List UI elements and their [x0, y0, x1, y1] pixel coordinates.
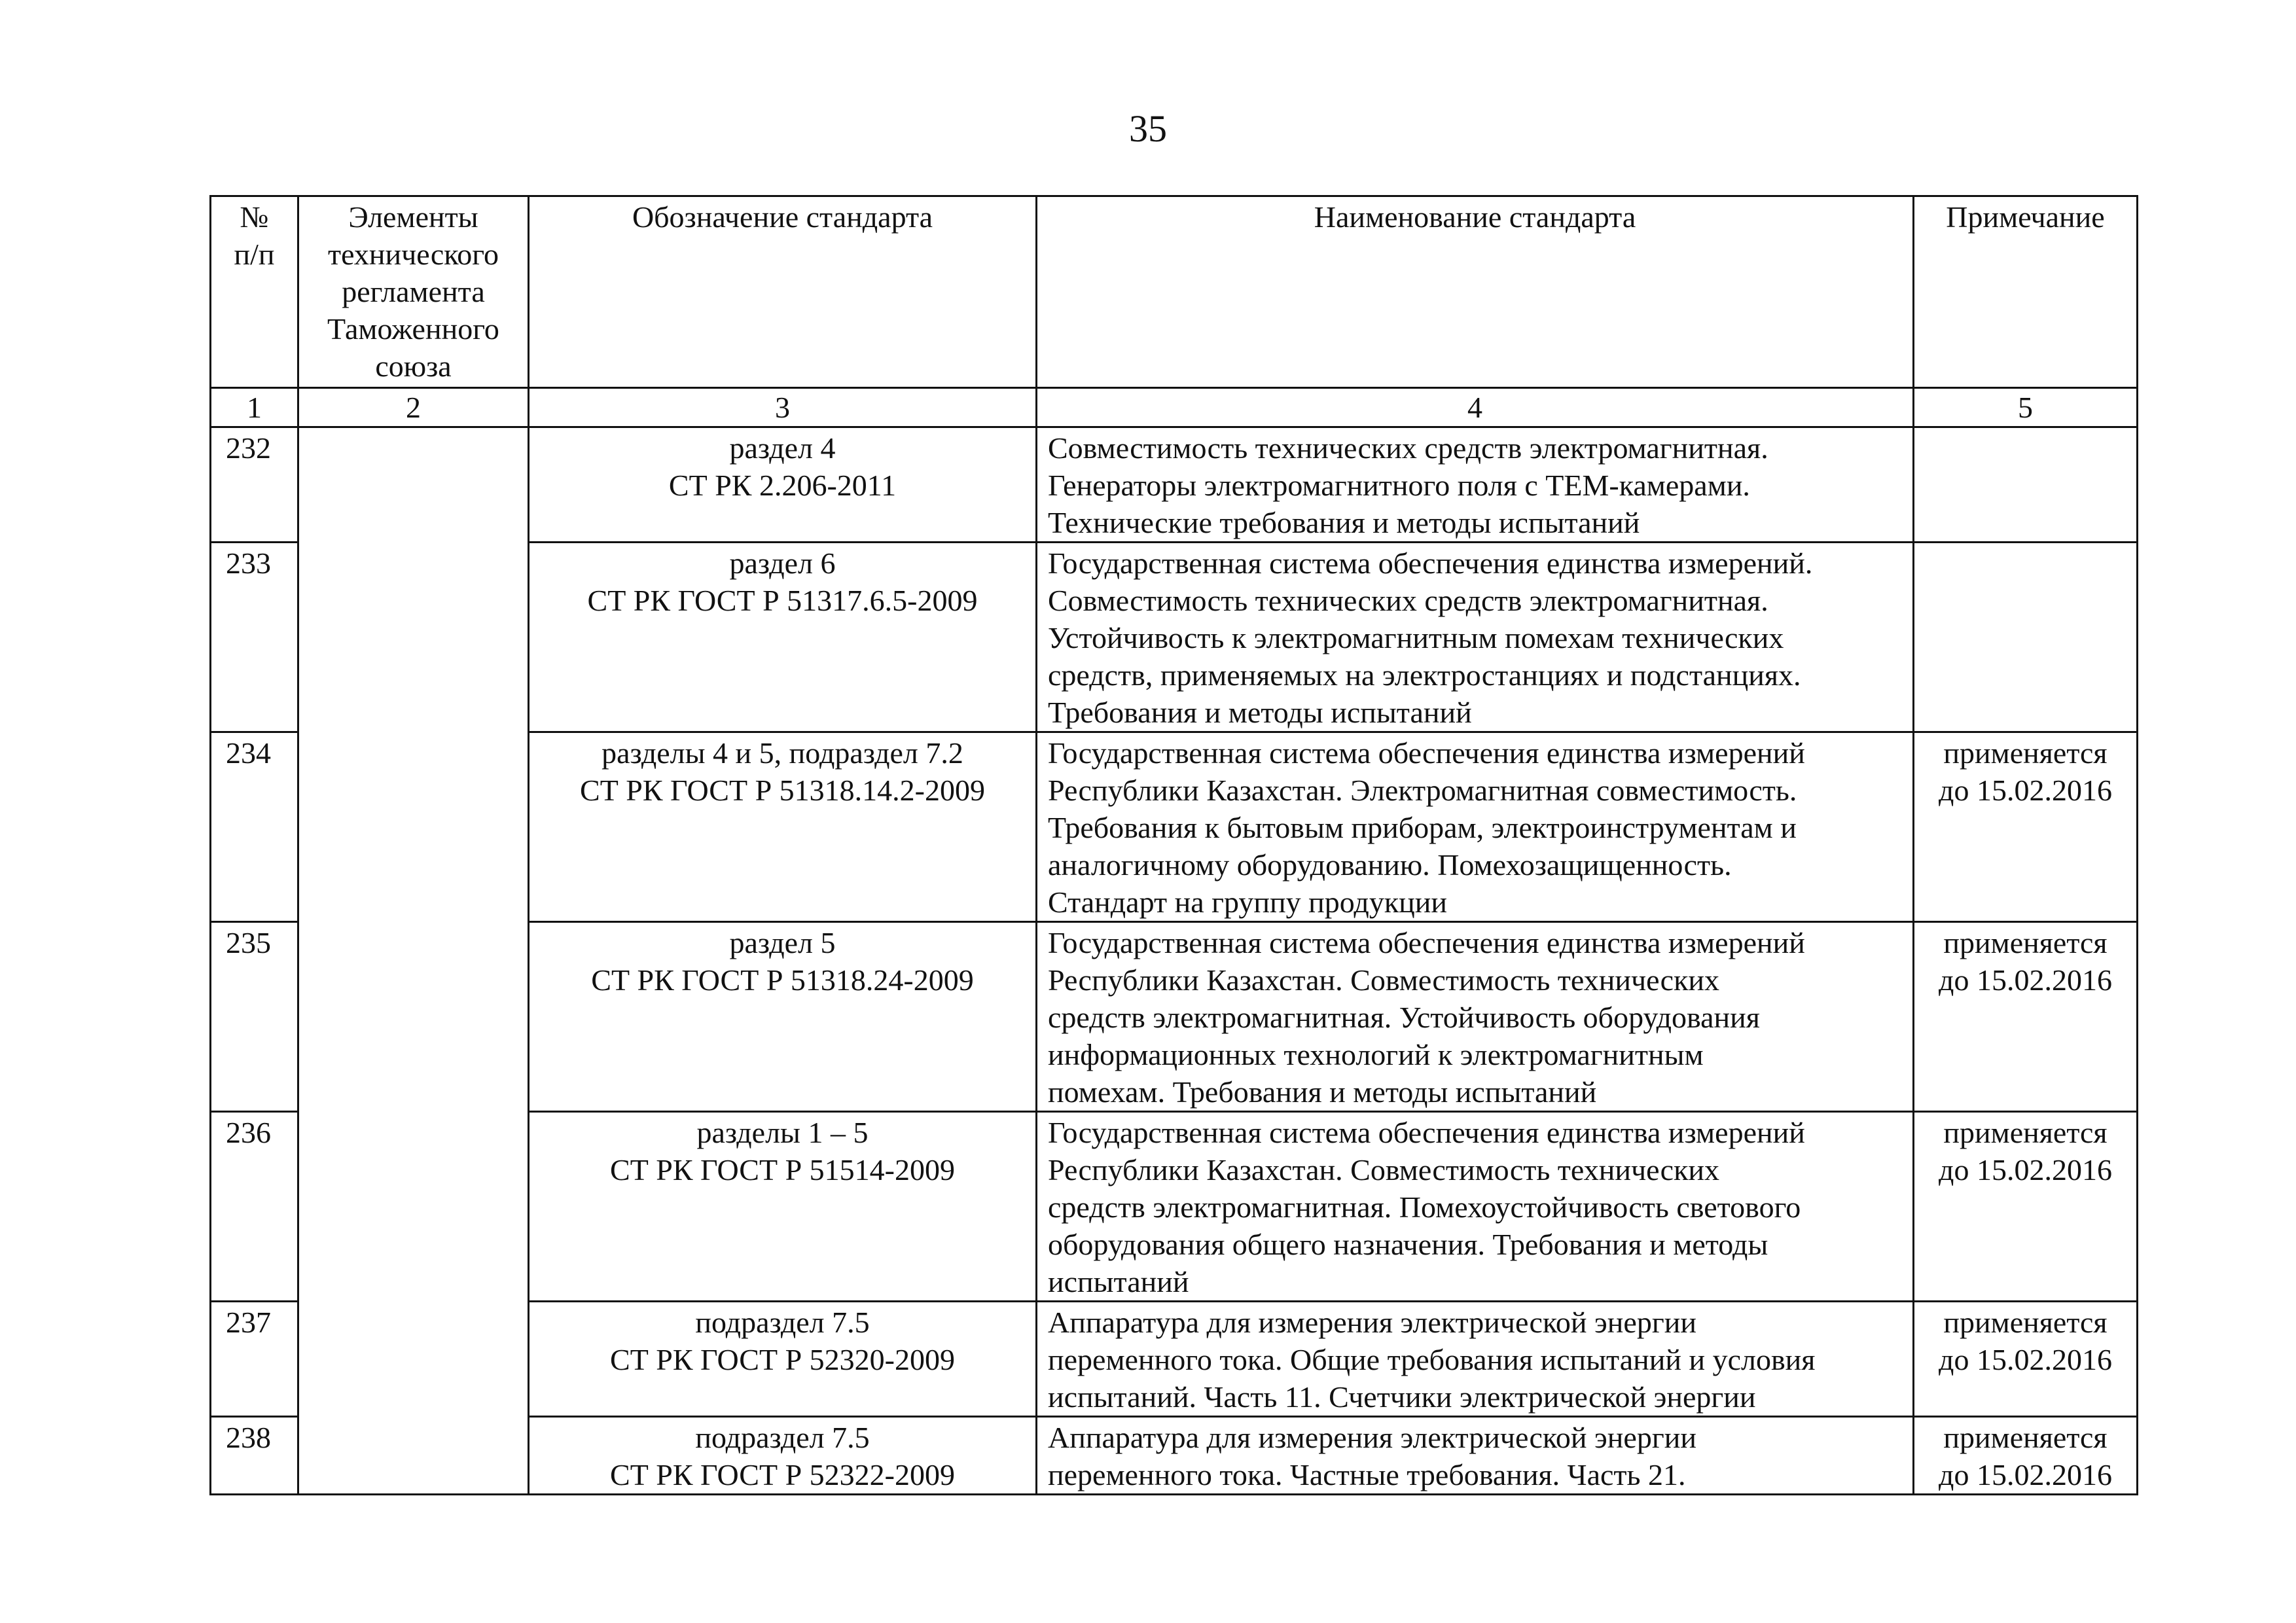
column-index-row: [211, 388, 2138, 427]
header-text: №: [240, 200, 269, 234]
designation-section: разделы 1 – 5: [696, 1116, 869, 1149]
name-line: Государственная система обеспечения единства измерений: [1048, 736, 1805, 770]
name-line: средств, применяемых на электростанциях и подстанциях.: [1048, 658, 1801, 692]
name-line: Генераторы электромагнитного поля с ТЕМ-камерами.: [1048, 469, 1750, 502]
note-cell: [1914, 427, 2138, 543]
designation-section: раздел 4: [729, 431, 836, 465]
name-line: Стандарт на группу продукции: [1048, 885, 1448, 919]
header-num: [211, 196, 298, 388]
designation-cell: [529, 543, 1037, 732]
note-line: применяется: [1943, 736, 2108, 770]
header-name: [1037, 196, 1914, 388]
note-line: применяется: [1943, 1306, 2108, 1339]
name-line: Устойчивость к электромагнитным помехам технических: [1048, 621, 1784, 654]
row-number: 233: [211, 543, 298, 732]
designation-code: СТ РК 2.206-2011: [668, 469, 897, 502]
designation-code: СТ РК ГОСТ Р 51318.14.2-2009: [580, 774, 985, 807]
row-number: 232: [211, 427, 298, 543]
note-cell: [1914, 732, 2138, 922]
designation-section: подраздел 7.5: [695, 1421, 870, 1454]
note-line: применяется: [1943, 1116, 2108, 1149]
name-line: Государственная система обеспечения единства измерений: [1048, 1116, 1805, 1149]
name-line: Государственная система обеспечения единства измерений: [1048, 926, 1805, 959]
column-index: 4: [1037, 388, 1914, 427]
designation-section: подраздел 7.5: [695, 1306, 870, 1339]
header-designation: [529, 196, 1037, 388]
row-number: 237: [211, 1302, 298, 1417]
elements-cell-merged: [298, 427, 529, 1495]
name-line: Аппаратура для измерения электрической энергии: [1048, 1421, 1696, 1454]
header-text: Таможенного: [327, 312, 499, 346]
name-line: Требования к бытовым приборам, электроинструментам и: [1048, 811, 1797, 844]
note-line: до 15.02.2016: [1939, 963, 2112, 997]
designation-cell: [529, 1112, 1037, 1302]
name-line: помехам. Требования и методы испытаний: [1048, 1075, 1597, 1109]
name-line: средств электромагнитная. Помехоустойчивость светового: [1048, 1190, 1801, 1224]
designation-code: СТ РК ГОСТ Р 51317.6.5-2009: [587, 584, 978, 617]
header-text: Обозначение стандарта: [632, 200, 933, 234]
name-cell: [1037, 732, 1914, 922]
designation-code: СТ РК ГОСТ Р 52322-2009: [610, 1458, 955, 1491]
designation-cell: [529, 1417, 1037, 1495]
row-number: 236: [211, 1112, 298, 1302]
name-line: Аппаратура для измерения электрической энергии: [1048, 1306, 1696, 1339]
name-line: испытаний: [1048, 1265, 1189, 1298]
note-cell: [1914, 1417, 2138, 1495]
name-line: Республики Казахстан. Совместимость технических: [1048, 963, 1720, 997]
column-index: 1: [211, 388, 298, 427]
name-line: Республики Казахстан. Электромагнитная совместимость.: [1048, 774, 1797, 807]
designation-code: СТ РК ГОСТ Р 52320-2009: [610, 1343, 955, 1376]
header-row: [211, 196, 2138, 388]
name-line: Государственная система обеспечения единства измерений.: [1048, 546, 1813, 580]
name-line: испытаний. Часть 11. Счетчики электрической энергии: [1048, 1380, 1756, 1414]
designation-code: СТ РК ГОСТ Р 51514-2009: [610, 1153, 955, 1186]
column-index: 2: [298, 388, 529, 427]
name-line: Требования и методы испытаний: [1048, 696, 1472, 729]
page-number: 35: [1129, 107, 1167, 150]
note-line: применяется: [1943, 926, 2108, 959]
note-line: до 15.02.2016: [1939, 774, 2112, 807]
name-line: средств электромагнитная. Устойчивость оборудования: [1048, 1001, 1760, 1034]
standards-table: [209, 195, 2138, 1495]
designation-cell: [529, 1302, 1037, 1417]
header-elements: [298, 196, 529, 388]
column-index: 5: [1914, 388, 2138, 427]
note-cell: [1914, 1112, 2138, 1302]
name-line: переменного тока. Частные требования. Часть 21.: [1048, 1458, 1686, 1491]
name-cell: [1037, 427, 1914, 543]
designation-section: раздел 5: [729, 926, 836, 959]
name-line: аналогичному оборудованию. Помехозащищенность.: [1048, 848, 1732, 882]
name-line: Технические требования и методы испытаний: [1048, 506, 1640, 539]
header-text: технического: [328, 238, 499, 271]
designation-section: разделы 4 и 5, подраздел 7.2: [601, 736, 963, 770]
name-cell: [1037, 1417, 1914, 1495]
row-number: 235: [211, 922, 298, 1112]
name-line: информационных технологий к электромагнитным: [1048, 1038, 1704, 1071]
header-note: [1914, 196, 2138, 388]
designation-code: СТ РК ГОСТ Р 51318.24-2009: [591, 963, 974, 997]
column-index: 3: [529, 388, 1037, 427]
designation-cell: [529, 732, 1037, 922]
name-line: оборудования общего назначения. Требования и методы: [1048, 1228, 1768, 1261]
name-line: Совместимость технических средств электромагнитная.: [1048, 431, 1768, 465]
name-line: Совместимость технических средств электромагнитная.: [1048, 584, 1768, 617]
designation-cell: [529, 427, 1037, 543]
name-cell: [1037, 543, 1914, 732]
note-line: применяется: [1943, 1421, 2108, 1454]
header-text: Наименование стандарта: [1314, 200, 1636, 234]
designation-cell: [529, 922, 1037, 1112]
header-text: регламента: [342, 275, 485, 308]
note-line: до 15.02.2016: [1939, 1458, 2112, 1491]
note-line: до 15.02.2016: [1939, 1343, 2112, 1376]
row-number: 234: [211, 732, 298, 922]
note-cell: [1914, 543, 2138, 732]
header-text: Элементы: [348, 200, 478, 234]
header-text: Примечание: [1946, 200, 2105, 234]
note-line: до 15.02.2016: [1939, 1153, 2112, 1186]
designation-section: раздел 6: [729, 546, 836, 580]
name-cell: [1037, 922, 1914, 1112]
header-text: п/п: [234, 238, 275, 271]
name-cell: [1037, 1112, 1914, 1302]
header-text: союза: [375, 349, 452, 383]
name-cell: [1037, 1302, 1914, 1417]
note-cell: [1914, 1302, 2138, 1417]
name-line: переменного тока. Общие требования испытаний и условия: [1048, 1343, 1816, 1376]
name-line: Республики Казахстан. Совместимость технических: [1048, 1153, 1720, 1186]
row-number: 238: [211, 1417, 298, 1495]
table-row: [211, 427, 2138, 543]
note-cell: [1914, 922, 2138, 1112]
